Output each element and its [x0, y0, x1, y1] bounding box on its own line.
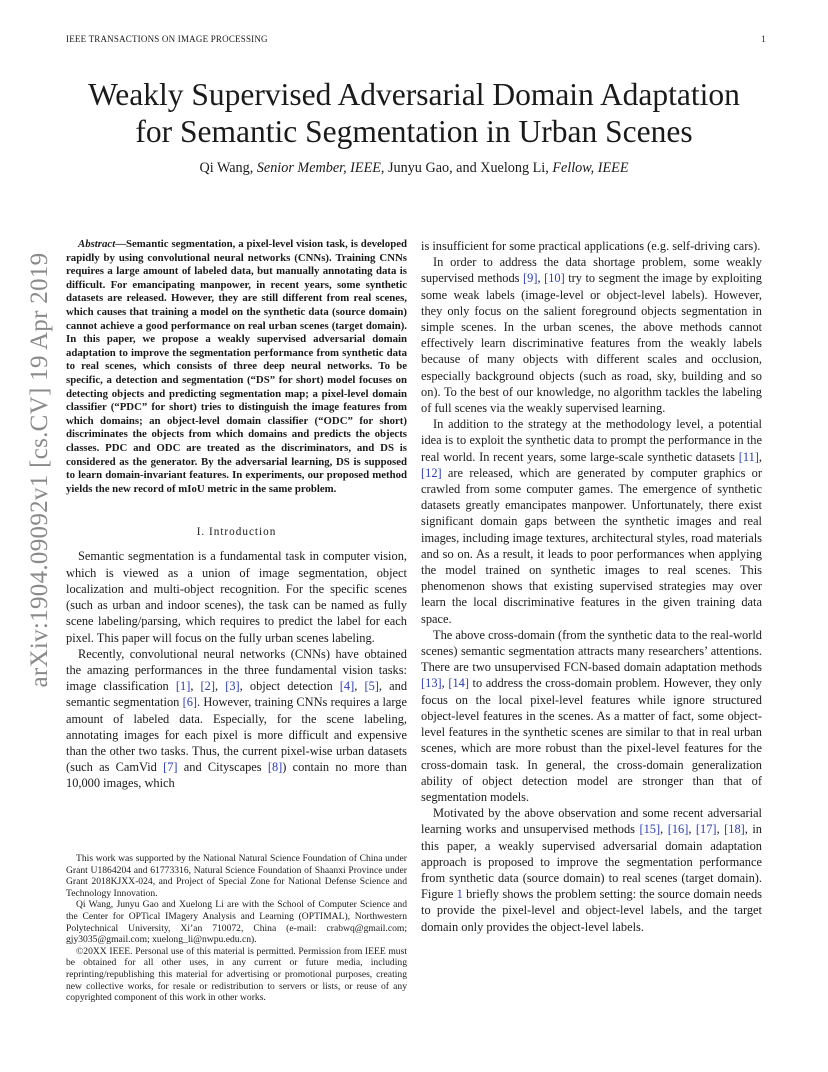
right-paragraph-1: [421, 254, 762, 416]
abstract-text: —Semantic segmentation, a pixel-level vision task, is developed rapidly by using convolutional neural networks (CNNs). Training CNNs requires a large amount of labeled data, but manually annotating data is difficult. For emancipating manpower, in recent years, some synthetic datasets are released. However, they are still different from real scenes, which causes that training a model on the synthetic data (source domain) cannot achieve a good performance on real urban scenes (target domain). In this paper, we propose a weakly supervised adversarial domain adaptation to improve the segmentation performance from synthetic data to real scenes, which consists of three deep neural networks. To be specific, a detection and segmentation (“DS” for short) model focuses on detecting objects and predicting segmentation map; a pixel-level domain classifier (“PDC” for short) tries to distinguish the image features from which domains; an object-level domain classifier (“ODC” for short) discriminates the objects from which domains and predicts the objects classes. PDC and ODC are treated as the discriminators, and DS is considered as the generator. By the adversarial learning, DS is supposed to learn domain-invariant features. In experiments, our proposed method yields the new record of mIoU metric in the same problem.: [66, 238, 407, 495]
text-span: ,: [660, 822, 668, 837]
abstract-label: Abstract: [78, 238, 116, 250]
text-span: ) contain no more than 10,000 images, which: [66, 760, 408, 791]
citation-link[interactable]: [11]: [738, 449, 759, 464]
figure-link[interactable]: 1: [456, 887, 463, 902]
footnote-copyright: ©20XX IEEE. Personal use of this material is permitted. Permission from IEEE must be obtained for all other uses, in any current or future media, including reprinting/republishing this material for advertising or promotional purposes, creating new collective works, for resale or redistribution to servers or lists, or reuse of any copyrighted component of this work in other works.: [66, 945, 407, 1004]
footnote-affiliation: Qi Wang, Junyu Gao and Xuelong Li are with the School of Computer Science and the Center for OPTical IMagery Analysis and Learning (OPTIMAL), Northwestern Polytechnical University, Xi’an 710072, China (e-mail: crabwq@gmail.com; gjy3035@gmail.com; xuelong_li@nwpu.edu.cn).: [66, 899, 407, 946]
title-line-1: Weakly Supervised Adversarial Domain Adaptation: [88, 77, 740, 112]
text-span: try to segment the image by exploiting some weak labels (image-level or object-level labels). However, they only focus on the salient foreground objects segmentation in simple scenes. In the urban scenes, the above methods cannot effectively learn discriminative features from the weakly labels because of many objects with different scales and occlusion, especially background objects (such as road, sky, building and so on). To the best of our knowledge, no algorithm tackles the labeling of full scenes via the weakly supervised learning.: [421, 271, 762, 416]
title-line-2: for Semantic Segmentation in Urban Scenes: [135, 114, 693, 149]
text-span: , and semantic segmentation: [66, 679, 408, 710]
footnote-funding: This work was supported by the National Natural Science Foundation of China under Grant U1864204 and 61773316, Natural Science Foundation of Shaanxi Province under Grant 2018KJXX-024, and Project of Special Zone for National Defense Science and Technology Innovation.: [66, 853, 407, 899]
citation-link[interactable]: [18]: [724, 822, 745, 837]
citation-link[interactable]: [3]: [225, 679, 240, 694]
text-span: briefly shows the problem setting: the source domain needs to provide the pixel-level and object-level labels, and the target domain only provides the object-level labels.: [421, 887, 763, 934]
text-span: to address the cross-domain problem. However, they only focus on the local pixel-level features while ignore structured object-level features in the scenes. As a matter of fact, some object-level features in the synthetic scenes are similar to that in real urban scenes, which are more robust than the pixel-level features for the cross-domain task. In general, the cross-domain generalization ability of object detection model are stronger than that of segmentation models.: [421, 676, 762, 804]
journal-name: IEEE TRANSACTIONS ON IMAGE PROCESSING: [66, 34, 268, 44]
author-1-affiliation: Senior Member, IEEE: [256, 160, 381, 176]
author-2-3: , Junyu Gao, and Xuelong Li,: [380, 160, 553, 176]
arxiv-identifier[interactable]: arXiv:1904.09092v1 [cs.CV] 19 Apr 2019: [26, 252, 53, 688]
citation-link[interactable]: [16]: [667, 822, 689, 837]
citation-link[interactable]: [13]: [421, 676, 442, 691]
citation-link[interactable]: [17]: [695, 822, 717, 837]
right-paragraph-3: [421, 627, 762, 805]
citation-link[interactable]: [1]: [175, 679, 191, 694]
text-span: ,: [215, 679, 226, 694]
citation-link[interactable]: [6]: [182, 695, 198, 710]
author-list: [40, 160, 788, 177]
intro-paragraph-2: [66, 646, 407, 792]
text-span: . However, training CNNs requires a large amount of labeled data. Especially, for the scene labeling, annotating images for each pixel is more difficult and expensive than the other two tasks. Thus, the current pixel-wise urban datasets (such as CamVid: [66, 695, 407, 775]
text-span: ,: [441, 676, 449, 691]
author-3-affiliation: Fellow, IEEE: [552, 160, 629, 176]
citation-link[interactable]: [5]: [364, 679, 379, 694]
text-span: Motivated by the above observation and some recent adversarial learning works and unsupervised methods: [421, 806, 762, 837]
citation-link[interactable]: [10]: [544, 271, 565, 286]
citation-link[interactable]: [15]: [639, 822, 661, 837]
text-span: ,: [716, 822, 725, 837]
text-span: ,: [688, 822, 696, 837]
text-span: and Cityscapes: [177, 760, 268, 775]
left-column: [66, 238, 407, 792]
citation-link[interactable]: [12]: [421, 465, 442, 480]
text-span: ,: [354, 679, 365, 694]
right-paragraph-2: [421, 416, 762, 627]
running-head: [66, 34, 766, 44]
author-1: Qi Wang,: [199, 160, 257, 176]
citation-link[interactable]: [8]: [267, 760, 283, 775]
paper-title: [40, 76, 788, 150]
text-span: ,: [758, 449, 762, 464]
text-span: are released, which are generated by computer graphics or crawled from some computer games. The emergence of synthetic datasets greatly emancipates manpower. Unfortunately, there exist significant domain gaps between the synthetic images and real images, including image textures, architectural styles, road materials and so on. As a result, it leads to poor performances when applying the model trained on synthetic images to real scenes. This phenomenon shows that existing supervised strategies may over learn the local discriminative features in the given training data space.: [421, 465, 762, 626]
text-span: In order to address the data shortage problem, some weakly supervised methods: [421, 255, 762, 286]
abstract: [66, 238, 407, 496]
intro-paragraph-1: Semantic segmentation is a fundamental task in computer vision, which is viewed as a union of image segmentation, object localization and multi-object recognition. For the specific scenes (such as urban and indoor scenes), the task can be named as fully scene labeling/parsing, which requires to predict the label for each pixel. This paper will focus on the fully urban scenes labeling.: [66, 549, 407, 645]
right-paragraph-4: [421, 805, 762, 935]
text-span: Recently, convolutional neural networks (CNNs) have obtained the amazing performances in the three fundamental vision tasks: image classification: [66, 646, 407, 694]
text-span: ,: [190, 679, 201, 694]
footnotes: [66, 853, 407, 1004]
right-paragraph-continued: is insufficient for some practical applications (e.g. self-driving cars).: [421, 239, 761, 253]
page-number: 1: [761, 34, 766, 44]
citation-link[interactable]: [9]: [523, 271, 538, 286]
text-span: , in this paper, a weakly supervised adversarial domain adaptation approach is proposed to improve the segmentation performance from synthetic data (source domain) to real scenes (target domain). Figure: [421, 822, 762, 902]
text-span: , object detection: [239, 679, 340, 694]
citation-link[interactable]: [2]: [200, 679, 215, 694]
right-column: [421, 238, 762, 935]
section-heading-introduction: I. Introduction: [196, 526, 277, 539]
text-span: The above cross-domain (from the synthetic data to the real-world scenes) semantic segmentation attracts many researchers’ attentions. There are two unsupervised FCN-based domain adaptation methods: [421, 627, 762, 675]
text-span: In addition to the strategy at the methodology level, a potential idea is to exploit the synthetic data to prompt the performance in the real world. In recent years, some large-scale synthetic datasets: [421, 417, 762, 464]
citation-link[interactable]: [4]: [339, 679, 355, 694]
text-span: ,: [537, 271, 545, 286]
citation-link[interactable]: [14]: [448, 676, 469, 691]
citation-link[interactable]: [7]: [163, 760, 178, 775]
